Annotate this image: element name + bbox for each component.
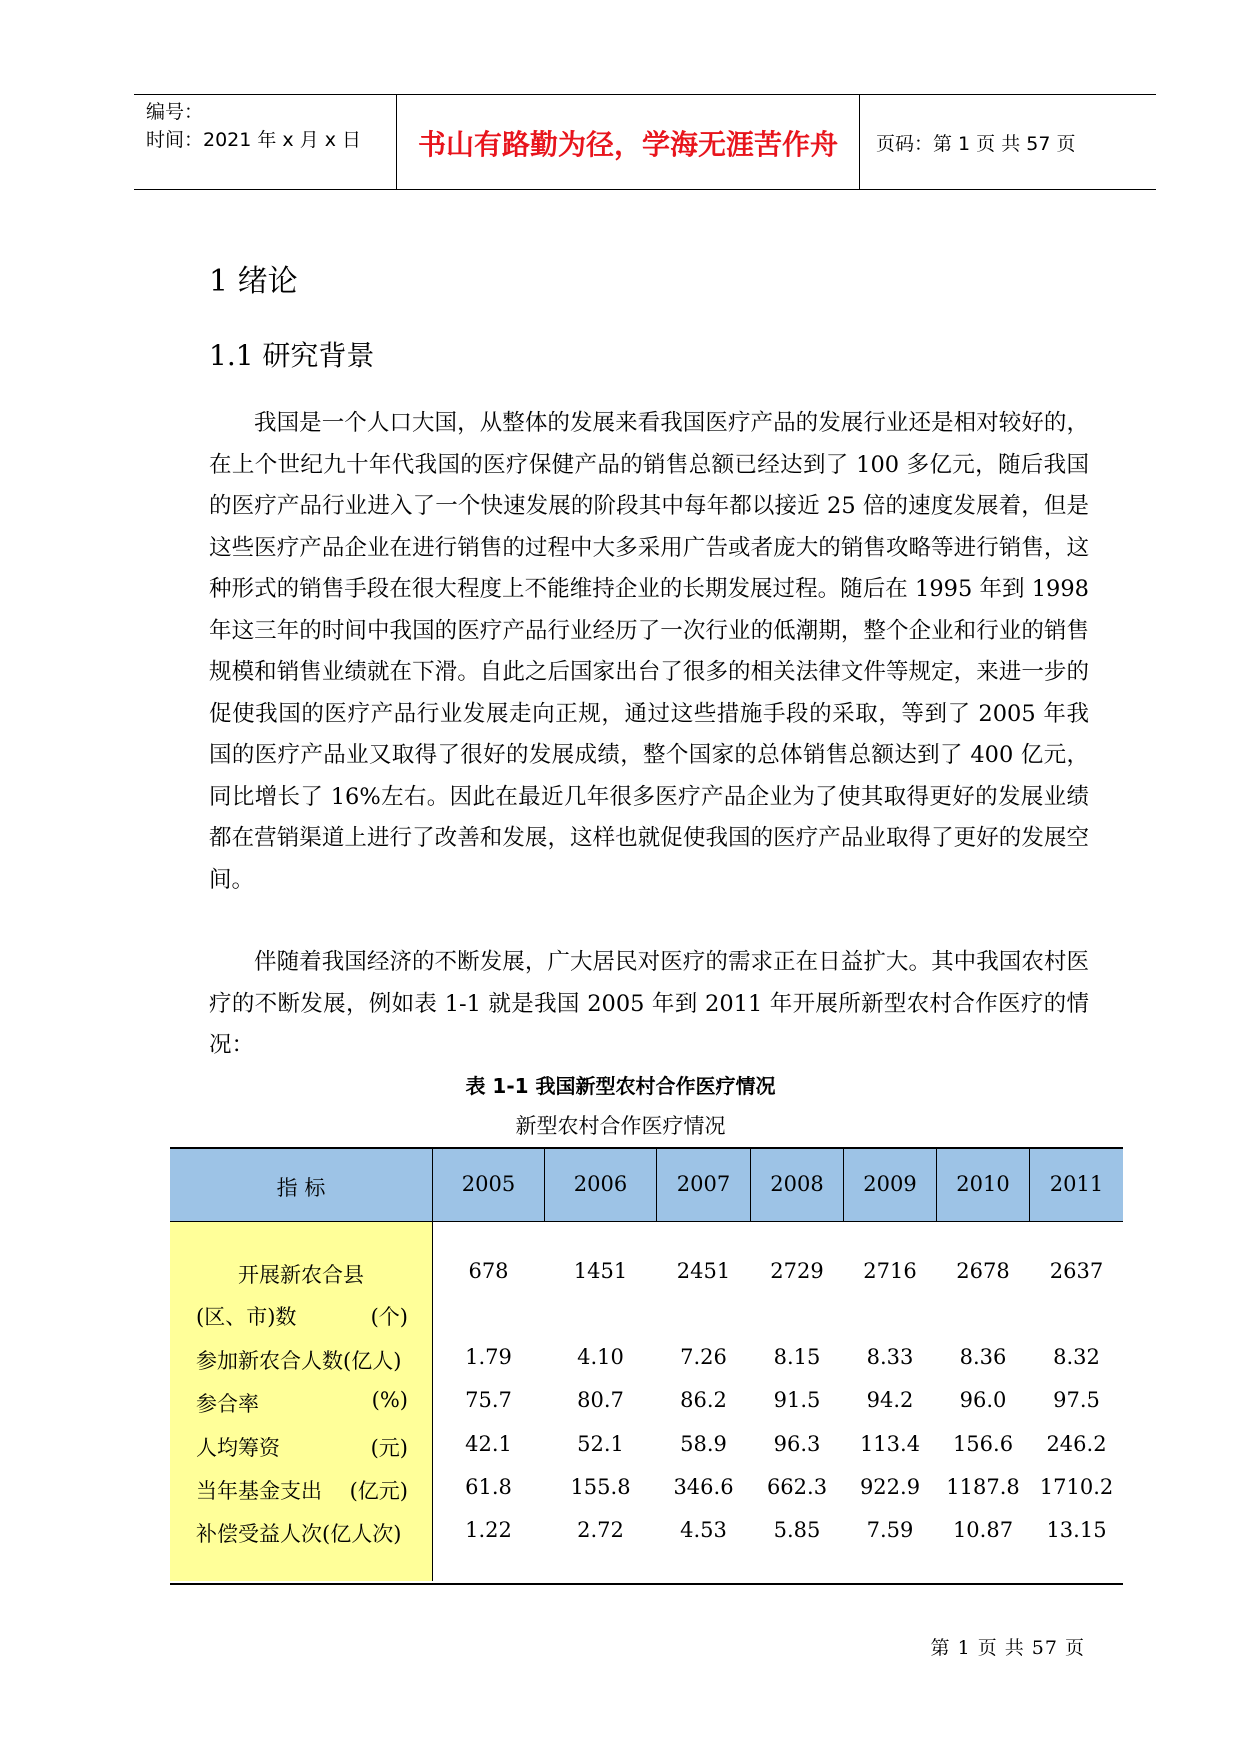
table-cell: 10.87	[952, 1518, 1014, 1542]
row-label-left: 参加新农合人数(亿人)	[196, 1349, 402, 1373]
page-info: 页码：第 1 页 共 57 页	[876, 133, 1076, 155]
table-cell: 2.72	[577, 1518, 624, 1542]
table-cell: 155.8	[570, 1475, 631, 1499]
table-cell: 1.22	[465, 1518, 512, 1542]
table-cell: 346.6	[673, 1475, 734, 1499]
table-cell: 246.2	[1046, 1432, 1107, 1456]
row-label-left: 补偿受益人次(亿人次)	[196, 1522, 402, 1546]
table-cell: 678	[468, 1259, 509, 1283]
row-label-unit: (元)	[370, 1436, 408, 1460]
table-cell: 113.4	[859, 1432, 921, 1456]
section-heading: 1.1 研究背景	[209, 339, 375, 372]
table-header-year: 2006	[573, 1172, 628, 1196]
table-cell: 96.3	[773, 1432, 821, 1456]
table-cell: 2451	[676, 1259, 731, 1283]
table-cell: 94.2	[866, 1388, 914, 1412]
table-header-year: 2010	[956, 1172, 1010, 1196]
body-paragraph-1: 我国是一个人口大国，从整体的发展来看我国医疗产品的发展行业还是相对较好的，在上个世纪九十年代我国的医疗保健产品的销售总额已经达到了 100 多亿元，随后我国的医疗产品行业进入了一个快速发展的阶段其中每年都以接近 25 倍的速度发展着，但是这些医疗产品企业在进行销售的过程中大多采用广告或者庞大的销售攻略等进行销售，这种形式的销售手段在很大程度上不能维持企业的长期发展过程。随后在 1995 年到 1998 年这三年的时间中我国的医疗产品行业经历了一次行业的低潮期，整个企业和行业的销售规模和销售业绩就在下滑。自此之后国家出台了很多的相关法律文件等规定，来进一步的促使我国的医疗产品行业发展走向正规，通过这些措施手段的采取，等到了 2005 年我国的医疗产品业又取得了很好的发展成绩，整个国家的总体销售总额达到了 400 亿元，同比增长了 16%左右。因此在最近几年很多医疗产品企业为了使其取得更好的发展业绩都在营销渠道上进行了改善和发展，这样也就促使我国的医疗产品业取得了更好的发展空间。	[209, 410, 1089, 893]
table-cell: 2729	[770, 1259, 824, 1283]
row-label-left: 参合率	[196, 1392, 259, 1416]
page-header	[134, 94, 1156, 190]
table-cell: 2716	[863, 1259, 917, 1283]
table-cell: 2637	[1049, 1259, 1104, 1283]
table-cell: 922.9	[859, 1475, 921, 1499]
chapter-heading: 1 绪论	[209, 264, 298, 299]
table-cell: 1187.8	[946, 1475, 1020, 1499]
table-cell: 8.36	[959, 1345, 1007, 1369]
table-cell: 91.5	[773, 1388, 821, 1412]
table-header-year: 2011	[1049, 1172, 1104, 1196]
table-cell: 4.53	[680, 1518, 727, 1542]
table-cell: 86.2	[680, 1388, 727, 1412]
header-left-cell	[134, 95, 396, 189]
header-right-cell	[860, 95, 1156, 189]
table-header-year: 2009	[863, 1172, 917, 1196]
table-header-year: 2005	[461, 1172, 516, 1196]
data-table	[170, 1147, 1123, 1585]
table-cell: 662.3	[766, 1475, 828, 1499]
table-cell: 52.1	[577, 1432, 624, 1456]
table-cell: 13.15	[1046, 1518, 1107, 1542]
table-cell: 1710.2	[1039, 1475, 1114, 1499]
table-cell: 96.0	[959, 1388, 1007, 1412]
table-cell: 80.7	[577, 1388, 624, 1412]
row-label-left: (区、市)数	[196, 1305, 297, 1329]
table-cell: 7.26	[680, 1345, 727, 1369]
row-label: 开展新农合县	[238, 1263, 364, 1287]
row-label-unit: (个)	[370, 1305, 408, 1329]
header-motto-cell	[396, 95, 860, 189]
table-cell: 5.85	[773, 1518, 821, 1542]
time-label: 时间：2021 年 x 月 x 日	[146, 129, 362, 151]
table-cell: 61.8	[465, 1475, 512, 1499]
id-label: 编号：	[146, 101, 204, 123]
table-cell: 8.15	[773, 1345, 821, 1369]
table-cell: 7.59	[866, 1518, 914, 1542]
table-header-indicator: 指 标	[276, 1176, 326, 1200]
table-cell: 8.32	[1053, 1345, 1100, 1369]
table-cell: 156.6	[952, 1432, 1014, 1456]
table-cell: 97.5	[1053, 1388, 1100, 1412]
body-paragraph-2: 伴随着我国经济的不断发展，广大居民对医疗的需求正在日益扩大。其中我国农村医疗的不断发展，例如表 1-1 就是我国 2005 年到 2011 年开展所新型农村合作医疗的情况：	[209, 949, 1089, 1058]
table-cell: 58.9	[680, 1432, 727, 1456]
table-cell: 4.10	[577, 1345, 624, 1369]
table-header-year: 2008	[770, 1172, 824, 1196]
table-header-year: 2007	[676, 1172, 731, 1196]
row-label-left: 人均筹资	[196, 1436, 280, 1460]
row-label-unit: (亿元)	[349, 1479, 408, 1503]
table-cell: 8.33	[866, 1345, 914, 1369]
table-cell: 1451	[573, 1259, 628, 1283]
table-cell: 42.1	[465, 1432, 512, 1456]
motto-text: 书山有路勤为径，学海无涯苦作舟	[417, 128, 838, 161]
row-label-left: 当年基金支出	[196, 1479, 322, 1503]
row-label-unit: (%)	[371, 1388, 408, 1412]
table-cell: 1.79	[465, 1345, 512, 1369]
page-footer: 第 1 页 共 57 页	[930, 1637, 1085, 1659]
table-cell: 75.7	[465, 1388, 512, 1412]
table-cell: 2678	[956, 1259, 1010, 1283]
table-caption: 表 1-1 我国新型农村合作医疗情况	[465, 1074, 776, 1098]
table-subtitle: 新型农村合作医疗情况	[515, 1114, 726, 1138]
